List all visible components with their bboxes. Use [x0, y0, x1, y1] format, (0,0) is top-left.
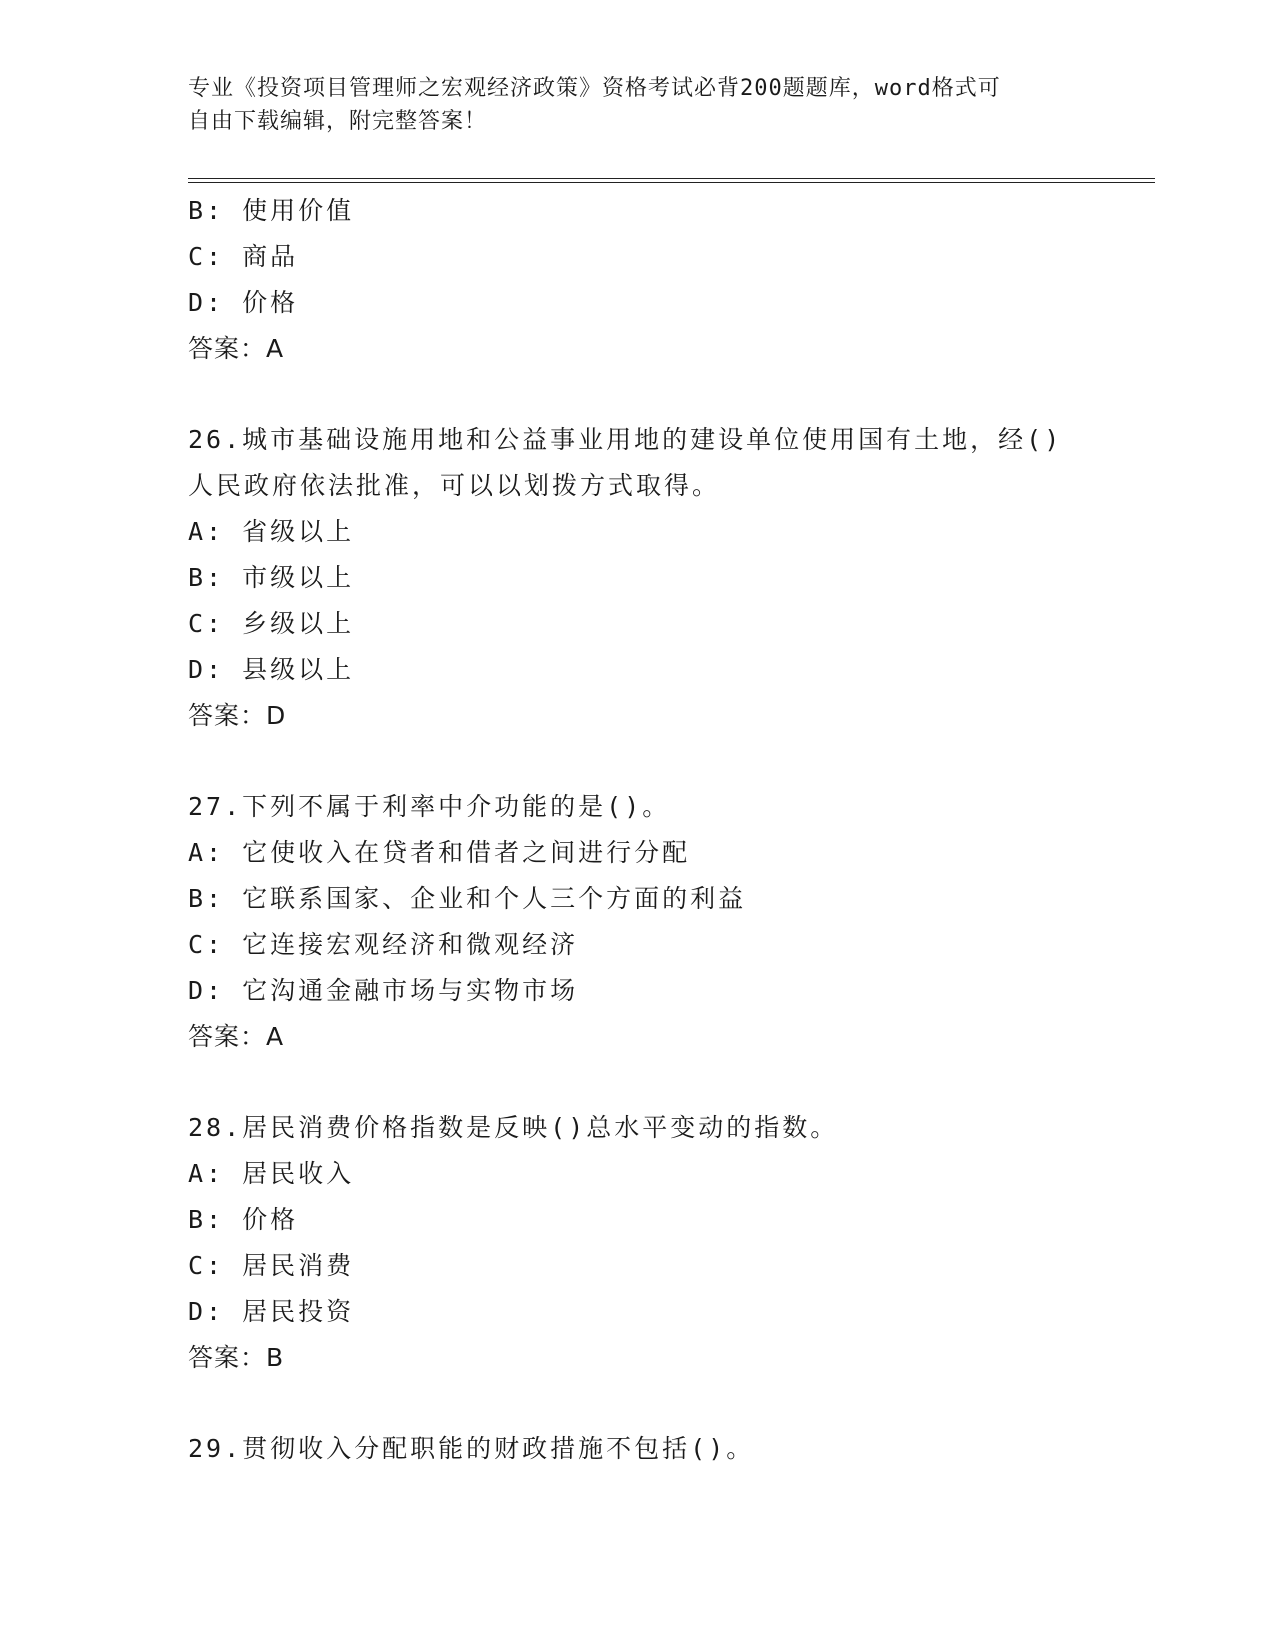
option-b: B: 价格: [188, 1205, 299, 1234]
question-27: [188, 784, 1088, 1060]
question-stem: 26.城市基础设施用地和公益事业用地的建设单位使用国有土地，经(): [188, 425, 1063, 454]
option-d: D: 它沟通金融市场与实物市场: [188, 976, 579, 1005]
question-stem: 29.贯彻收入分配职能的财政措施不包括()。: [188, 1434, 755, 1463]
option-b: B: 它联系国家、企业和个人三个方面的利益: [188, 884, 747, 913]
question-list: [188, 188, 1088, 1472]
option-c: C: 居民消费: [188, 1251, 355, 1280]
answer-line: 答案：D: [188, 701, 287, 730]
document-header: [188, 72, 1068, 138]
option-d: D: 价格: [188, 288, 299, 317]
option-c: C: 商品: [188, 242, 299, 271]
header-line-1: 专业《投资项目管理师之宏观经济政策》资格考试必背200题题库，word格式可: [188, 76, 1001, 101]
option-d: D: 居民投资: [188, 1297, 355, 1326]
answer-line: 答案：A: [188, 1022, 285, 1051]
answer-line: 答案：B: [188, 1343, 285, 1372]
option-a: A: 省级以上: [188, 517, 355, 546]
question-stem: 27.下列不属于利率中介功能的是()。: [188, 792, 671, 821]
option-b: B: 市级以上: [188, 563, 355, 592]
option-a: A: 居民收入: [188, 1159, 355, 1188]
option-c: C: 乡级以上: [188, 609, 355, 638]
question-25-tail: [188, 188, 1088, 372]
question-stem-cont: 人民政府依法批准，可以以划拨方式取得。: [188, 471, 721, 500]
question-26: [188, 417, 1088, 739]
question-29: [188, 1426, 1088, 1472]
header-rule-top: [188, 178, 1155, 179]
option-b: B: 使用价值: [188, 196, 355, 225]
question-stem: 28.居民消费价格指数是反映()总水平变动的指数。: [188, 1113, 839, 1142]
answer-line: 答案：A: [188, 334, 285, 363]
header-line-2: 自由下载编辑，附完整答案！: [188, 109, 488, 134]
option-c: C: 它连接宏观经济和微观经济: [188, 930, 579, 959]
option-d: D: 县级以上: [188, 655, 355, 684]
option-a: A: 它使收入在贷者和借者之间进行分配: [188, 838, 691, 867]
question-28: [188, 1105, 1088, 1381]
header-rule-bottom: [188, 182, 1155, 183]
